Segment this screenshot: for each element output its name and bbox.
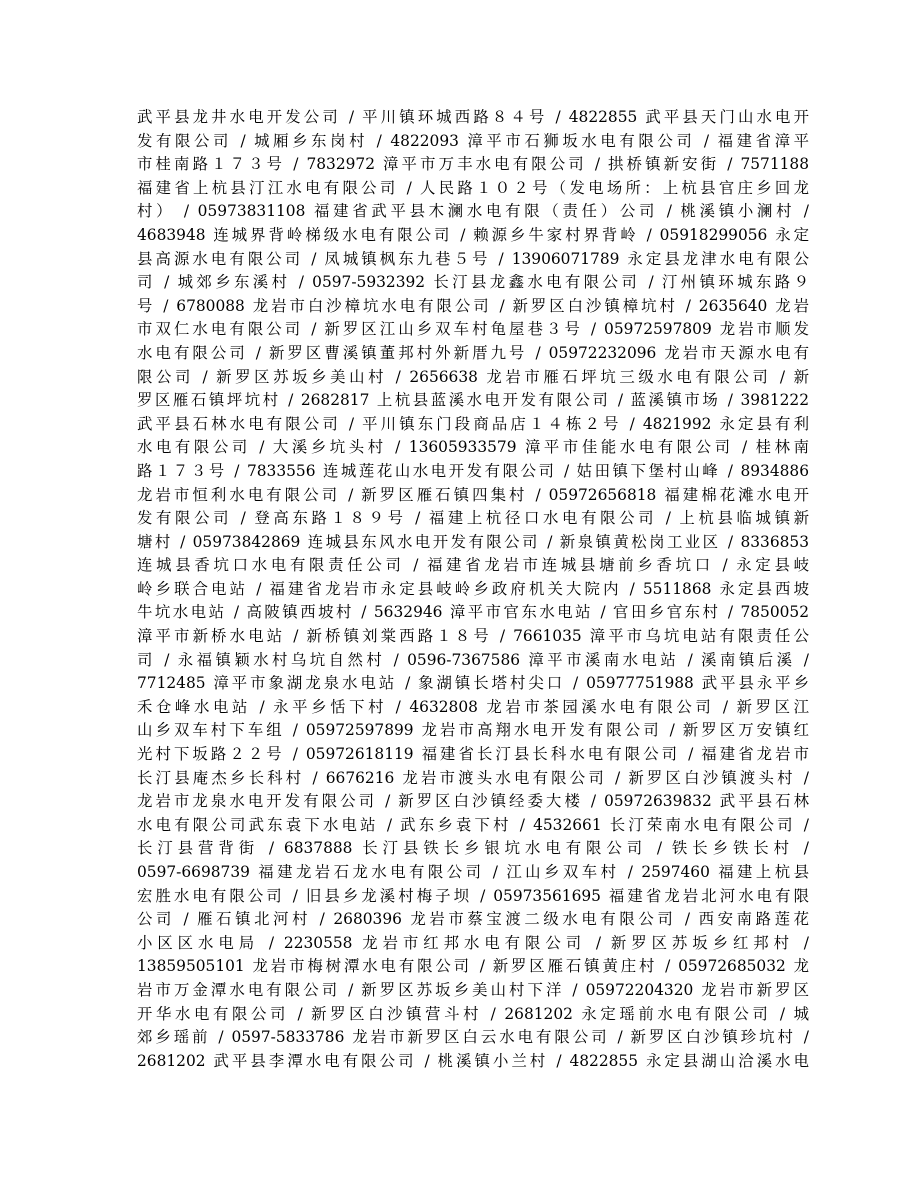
text-line: 发有限公司 / 城厢乡东岗村 / 4822093 漳平市石狮坂水电有限公司 / 福建省漳平 (137, 131, 809, 150)
text-line: 号 / 6780088 龙岩市白沙樟坑水电有限公司 / 新罗区白沙镇樟坑村 / 2635640 龙岩 (137, 296, 809, 315)
text-line: 4683948 连城界背岭梯级水电有限公司 / 赖源乡牛家村界背岭 / 05918299056 永定 (137, 225, 809, 244)
text-line: 禾仓峰水电站 / 永平乡恬下村 / 4632808 龙岩市茶园溪水电有限公司 / 新罗区江 (137, 697, 809, 716)
text-line: 0597-6698739 福建龙岩石龙水电有限公司 / 江山乡双车村 / 2597460 福建上杭县 (137, 863, 809, 881)
text-line: 公司 / 雁石镇北河村 / 2680396 龙岩市蔡宝渡二级水电有限公司 / 西安南路莲花 (137, 910, 809, 929)
text-line: 福建省上杭县汀江水电有限公司 / 人民路１０２号（发电场所：上杭县官庄乡回龙 (137, 178, 809, 197)
text-line: 市桂南路１７３号 / 7832972 漳平市万丰水电有限公司 / 拱桥镇新安街 / 7571188 (137, 155, 809, 174)
text-line: 塘村 / 05973842869 连城县东风水电开发有限公司 / 新泉镇黄松岗工业区 / 8336853 (137, 532, 809, 551)
text-line: 水电有限公司武东袁下水电站 / 武东乡袁下村 / 4532661 长汀荣南水电有限公司 / (137, 815, 809, 834)
text-line: 小区区水电局 / 2230558 龙岩市红邦水电有限公司 / 新罗区苏坂乡红邦村 / (137, 933, 809, 952)
text-line: 市双仁水电有限公司 / 新罗区江山乡双车村龟屋巷３号 / 05972597809 龙岩市顺发 (137, 320, 809, 339)
text-line: 村） / 05973831108 福建省武平县木澜水电有限（责任）公司 / 桃溪镇小澜村 / (137, 202, 809, 221)
text-line: 武平县龙井水电开发公司 / 平川镇环城西路８４号 / 4822855 武平县天门山水电开 (137, 108, 809, 126)
text-line: 路１７３号 / 7833556 连城莲花山水电开发有限公司 / 姑田镇下堡村山峰 / 8934886 (137, 461, 809, 480)
text-line: 漳平市新桥水电站 / 新桥镇刘棠西路１８号 / 7661035 漳平市乌坑电站有限责任公 (137, 627, 809, 646)
text-line: 龙岩市龙泉水电开发有限公司 / 新罗区白沙镇经委大楼 / 05972639832 武平县石林 (137, 792, 809, 811)
text-line: 武平县石林水电有限公司 / 平川镇东门段商品店１４栋２号 / 4821992 永定县有利 (137, 414, 809, 433)
text-line: 光村下坂路２２号 / 05972618119 福建省长汀县长科水电有限公司 / 福建省龙岩市 (137, 745, 809, 764)
text-line: 7712485 漳平市象湖龙泉水电站 / 象湖镇长塔村尖口 / 05977751988 武平县永平乡 (137, 674, 809, 693)
text-line: 连城县香坑口水电有限责任公司 / 福建省龙岩市连城县塘前乡香坑口 / 永定县岐 (137, 556, 809, 575)
text-line: 发有限公司 / 登高东路１８９号 / 福建上杭径口水电有限公司 / 上杭县临城镇新 (137, 509, 809, 528)
text-line: 罗区雁石镇坪坑村 / 2682817 上杭县蓝溪水电开发有限公司 / 蓝溪镇市场 / 3981222 (137, 391, 809, 410)
text-line: 水电有限公司 / 大溪乡坑头村 / 13605933579 漳平市佳能水电有限公司 / 桂林南 (137, 438, 809, 457)
text-line: 郊乡瑶前 / 0597-5833786 龙岩市新罗区白云水电有限公司 / 新罗区白沙镇珍坑村 / (137, 1028, 809, 1047)
text-line: 山乡双车村下车组 / 05972597899 龙岩市高翔水电开发有限公司 / 新罗区万安镇红 (137, 721, 809, 740)
text-line: 司 / 城郊乡东溪村 / 0597-5932392 长汀县龙鑫水电有限公司 / 汀州镇环城东路９ (137, 273, 809, 292)
text-line: 岭乡联合电站 / 福建省龙岩市永定县岐岭乡政府机关大院内 / 5511868 永定县西坡 (137, 579, 809, 598)
text-line: 开华水电有限公司 / 新罗区白沙镇营斗村 / 2681202 永定瑶前水电有限公司 / 城 (137, 1004, 809, 1023)
text-line: 长汀县营背街 / 6837888 长汀县铁长乡银坑水电有限公司 / 铁长乡铁长村 / (137, 839, 809, 858)
text-line: 牛坑水电站 / 高陂镇西坡村 / 5632946 漳平市官东水电站 / 官田乡官东村 / 7850052 (137, 603, 809, 622)
text-line: 长汀县庵杰乡长科村 / 6676216 龙岩市渡头水电有限公司 / 新罗区白沙镇渡头村 / (137, 768, 809, 787)
directory-text-block (137, 106, 809, 1073)
text-line: 龙岩市恒利水电有限公司 / 新罗区雁石镇四集村 / 05972656818 福建棉花滩水电开 (137, 485, 809, 504)
text-line: 2681202 武平县李潭水电有限公司 / 桃溪镇小兰村 / 4822855 永定县湖山洽溪水电 (137, 1051, 809, 1070)
text-line: 岩市万金潭水电有限公司 / 新罗区苏坂乡美山村下洋 / 05972204320 龙岩市新罗区 (137, 980, 809, 999)
text-line: 司 / 永福镇颖水村乌坑自然村 / 0596-7367586 漳平市溪南水电站 / 溪南镇后溪 / (137, 650, 809, 669)
text-line: 宏胜水电有限公司 / 旧县乡龙溪村梅子坝 / 05973561695 福建省龙岩北河水电有限 (137, 886, 809, 905)
text-line: 水电有限公司 / 新罗区曹溪镇董邦村外新厝九号 / 05972232096 龙岩市天源水电有 (137, 343, 809, 362)
text-line: 限公司 / 新罗区苏坂乡美山村 / 2656638 龙岩市雁石坪坑三级水电有限公司 / 新 (137, 367, 809, 386)
text-line: 县高源水电有限公司 / 凤城镇枫东九巷５号 / 13906071789 永定县龙津水电有限公 (137, 249, 809, 268)
text-line: 13859505101 龙岩市梅树潭水电有限公司 / 新罗区雁石镇黄庄村 / 05972685032 龙 (137, 957, 809, 976)
